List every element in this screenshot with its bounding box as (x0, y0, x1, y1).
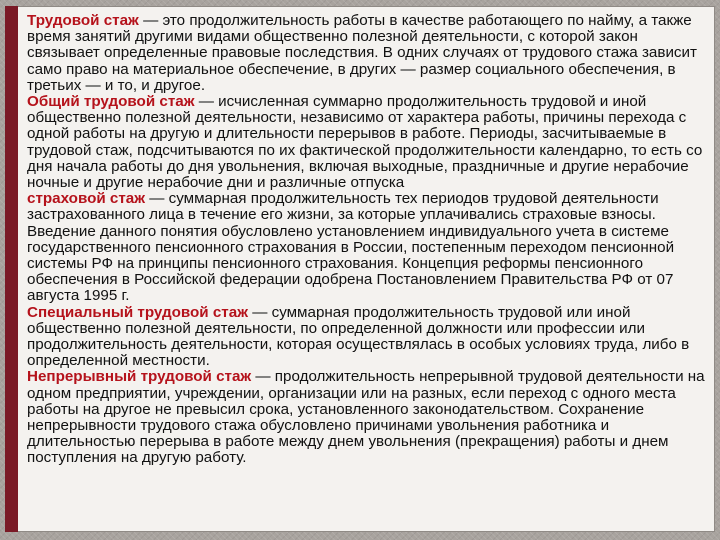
left-accent-bar (5, 6, 18, 532)
definition-trudovoy-stazh: — это продолжительность работы в качестве работающего по найму, а также время занятий другими видами общественно полезной деятельности, с которой закон связывает определенные правовые последствия. В одних случаях от трудового стажа зависит само право на материальное обеспечение, в других — размер социального обеспечения, в третьих — и то, и другое. (27, 13, 697, 94)
term-strakhovoy-stazh: страховой стаж (27, 190, 146, 208)
definition-nepreryvny-stazh: — продолжительность непрерывной трудовой деятельности на одном предприятии, учреждении, организации или на разных, если переход с одного места работы на другое не превысил срока, установленного законодательством. Сохранение непрерывности трудового стажа обусловлено причинами увольнения работника и длительностью перерыва в работе между днем увольнения (прекращения) работы и днем поступления на другую работу. (27, 368, 705, 467)
paragraph-obshchiy-stazh (27, 94, 709, 191)
paragraph-trudovoy-stazh (27, 13, 709, 94)
definition-spetsialny-stazh: — суммарная продолжительность трудовой или иной общественно полезной деятельности, по определенной должности или профессии или продолжительность деятельности, которая осуществлялась в особых условиях труда, либо в определенной местности. (27, 303, 690, 370)
slide-content (27, 13, 709, 528)
paragraph-nepreryvny-stazh (27, 369, 709, 466)
paragraph-strakhovoy-stazh (27, 191, 709, 304)
definition-strakhovoy-stazh: — суммарная продолжительность тех периодов трудовой деятельности застрахованного лица в течение его жизни, за которые уплачивались страховые взносы. Введение данного понятия обусловлено установлением индивидуального учета в системе государственного пенсионного страхования в России, постепенным переходом пенсионной системы РФ на принципы пенсионного страхования. Концепция реформы пенсионного обеспечения в Российской федерации одобрена Постановлением Правительства РФ от 07 августа 1995 г. (27, 190, 675, 305)
term-nepreryvny-stazh: Непрерывный трудовой стаж (27, 368, 252, 386)
term-obshchiy-stazh: Общий трудовой стаж (27, 93, 195, 111)
definition-obshchiy-stazh: — исчисленная суммарно продолжительность трудовой и иной общественно полезной деятельности, независимо от характера работы, причины перехода с одной работы на другую и длительности перерывов в работе. Периоды, засчитываемые в трудовой стаж, подсчитываются по их фактической продолжительности календарно, то есть со дня начала работы до дня увольнения, включая выходные, праздничные и другие нерабочие ночные и другие нерабочие дни и различные отпуска (27, 93, 703, 192)
term-trudovoy-stazh: Трудовой стаж (27, 13, 139, 29)
term-spetsialny-stazh: Специальный трудовой стаж (27, 303, 248, 321)
paragraph-spetsialny-stazh (27, 305, 709, 370)
